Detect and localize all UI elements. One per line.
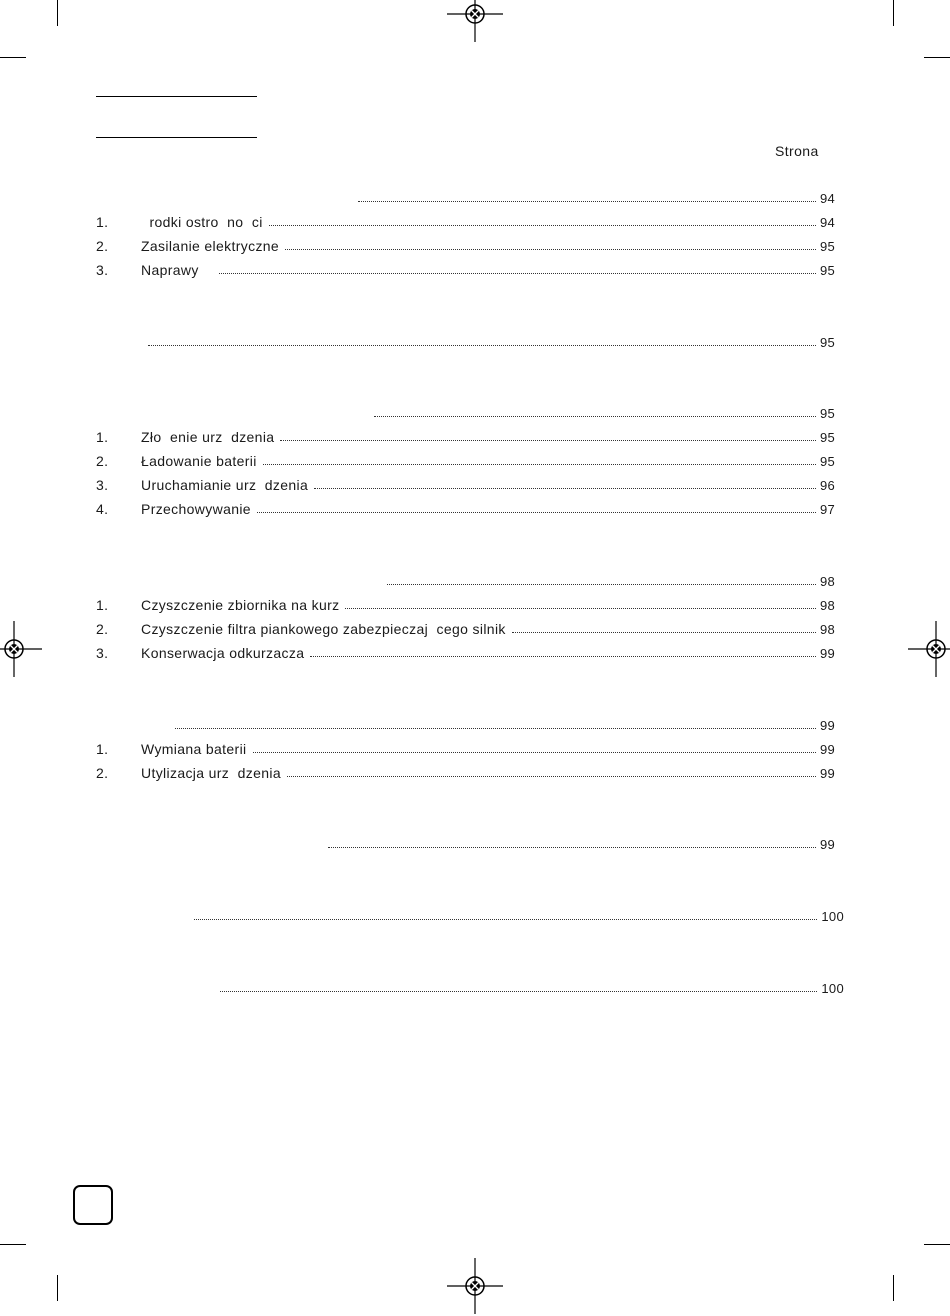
toc-row xyxy=(96,739,835,757)
crop-mark xyxy=(0,57,26,58)
toc-page-number: 100 xyxy=(821,981,844,996)
toc-row xyxy=(96,619,835,637)
toc-row xyxy=(96,475,835,493)
crop-mark xyxy=(924,1244,950,1245)
toc-section-heading xyxy=(96,571,835,589)
toc-number: 2. xyxy=(96,621,109,637)
strona-label: Strona xyxy=(775,143,819,159)
toc-title: Zasilanie elektryczne xyxy=(141,238,280,254)
toc-number: 2. xyxy=(96,238,109,254)
toc-page-number: 99 xyxy=(819,646,835,661)
toc-page-number: 100 xyxy=(821,909,844,924)
toc-page-number: 98 xyxy=(819,574,835,589)
toc-leader-dots xyxy=(257,511,816,513)
toc-leader-dots xyxy=(253,751,816,753)
toc-leader-dots xyxy=(287,775,816,777)
toc-row xyxy=(96,643,835,661)
toc-title: Zło enie urz dzenia xyxy=(141,429,275,445)
toc-leader-dots xyxy=(345,607,815,609)
toc-number: 3. xyxy=(96,262,109,278)
toc-row xyxy=(96,427,835,445)
toc-section-heading xyxy=(96,188,835,206)
toc-page-number: 99 xyxy=(819,766,835,781)
toc-leader-dots xyxy=(314,487,816,489)
toc-page-number: 95 xyxy=(819,454,835,469)
toc-leader-dots xyxy=(263,463,816,465)
toc-section-heading xyxy=(96,403,835,421)
toc-leader-dots xyxy=(285,248,816,250)
toc-leader-dots xyxy=(175,727,816,729)
heading-rule xyxy=(96,96,257,97)
crop-mark xyxy=(57,1275,58,1301)
toc-leader-dots xyxy=(328,846,816,848)
toc-leader-dots xyxy=(269,224,816,226)
toc-leader-dots xyxy=(148,344,816,346)
toc-page-number: 99 xyxy=(819,837,835,852)
toc-title: Czyszczenie zbiornika na kurz xyxy=(141,597,340,613)
toc-number: 4. xyxy=(96,501,109,517)
toc-row xyxy=(96,212,835,230)
toc-row xyxy=(96,595,835,613)
toc-title: Wymiana baterii xyxy=(141,741,247,757)
toc-section-heading xyxy=(96,332,835,350)
toc-page-number: 95 xyxy=(819,239,835,254)
toc-leader-dots xyxy=(220,990,817,992)
toc-leader-dots xyxy=(310,655,816,657)
toc-number: 3. xyxy=(96,477,109,493)
toc-page-number: 96 xyxy=(819,478,835,493)
toc-title: Ładowanie baterii xyxy=(141,453,257,469)
toc-page-number: 95 xyxy=(819,335,835,350)
crop-mark xyxy=(893,0,894,26)
toc-leader-dots xyxy=(358,200,816,202)
toc-title: Konserwacja odkurzacza xyxy=(141,645,305,661)
toc-title: Czyszczenie filtra piankowego zabezpieczaj cego silnik xyxy=(141,621,506,637)
crop-mark xyxy=(893,1275,894,1301)
toc-title: Przechowywanie xyxy=(141,501,251,517)
toc-row xyxy=(96,260,835,278)
toc-title: rodki ostro no ci xyxy=(141,214,263,230)
toc-number: 1. xyxy=(96,429,109,445)
toc-leader-dots xyxy=(387,583,816,585)
toc-row xyxy=(96,499,835,517)
toc-leader-dots xyxy=(219,272,816,274)
registration-mark-icon xyxy=(445,1256,505,1316)
crop-mark xyxy=(0,1244,26,1245)
crop-mark xyxy=(924,57,950,58)
heading-rule xyxy=(96,137,257,138)
toc-leader-dots xyxy=(374,415,816,417)
toc-title: Naprawy xyxy=(141,262,199,278)
page-number-box xyxy=(73,1185,113,1225)
toc-section-heading xyxy=(96,906,844,924)
registration-mark-icon xyxy=(445,0,505,44)
toc-title: Utylizacja urz dzenia xyxy=(141,765,281,781)
toc-page-number: 94 xyxy=(819,191,835,206)
toc-title: Uruchamianie urz dzenia xyxy=(141,477,309,493)
toc-page-number: 95 xyxy=(819,263,835,278)
crop-mark xyxy=(57,0,58,26)
toc-section-heading xyxy=(96,715,835,733)
toc-leader-dots xyxy=(280,439,816,441)
toc-page-number: 95 xyxy=(819,406,835,421)
toc-number: 2. xyxy=(96,765,109,781)
toc-page-number: 99 xyxy=(819,742,835,757)
toc-number: 3. xyxy=(96,645,109,661)
toc-number: 2. xyxy=(96,453,109,469)
toc-row xyxy=(96,763,835,781)
toc-page-number: 99 xyxy=(819,718,835,733)
toc-row xyxy=(96,236,835,254)
toc-page-number: 95 xyxy=(819,430,835,445)
toc-row xyxy=(96,451,835,469)
toc-page-number: 98 xyxy=(819,598,835,613)
registration-mark-icon xyxy=(906,619,950,679)
registration-mark-icon xyxy=(0,619,44,679)
toc-page-number: 98 xyxy=(819,622,835,637)
toc-leader-dots xyxy=(512,631,816,633)
toc-section-heading xyxy=(96,978,844,996)
toc-number: 1. xyxy=(96,741,109,757)
toc-page-number: 94 xyxy=(819,215,835,230)
toc-leader-dots xyxy=(194,918,817,920)
toc-number: 1. xyxy=(96,214,109,230)
toc-section-heading xyxy=(96,834,835,852)
toc-number: 1. xyxy=(96,597,109,613)
toc-page-number: 97 xyxy=(819,502,835,517)
